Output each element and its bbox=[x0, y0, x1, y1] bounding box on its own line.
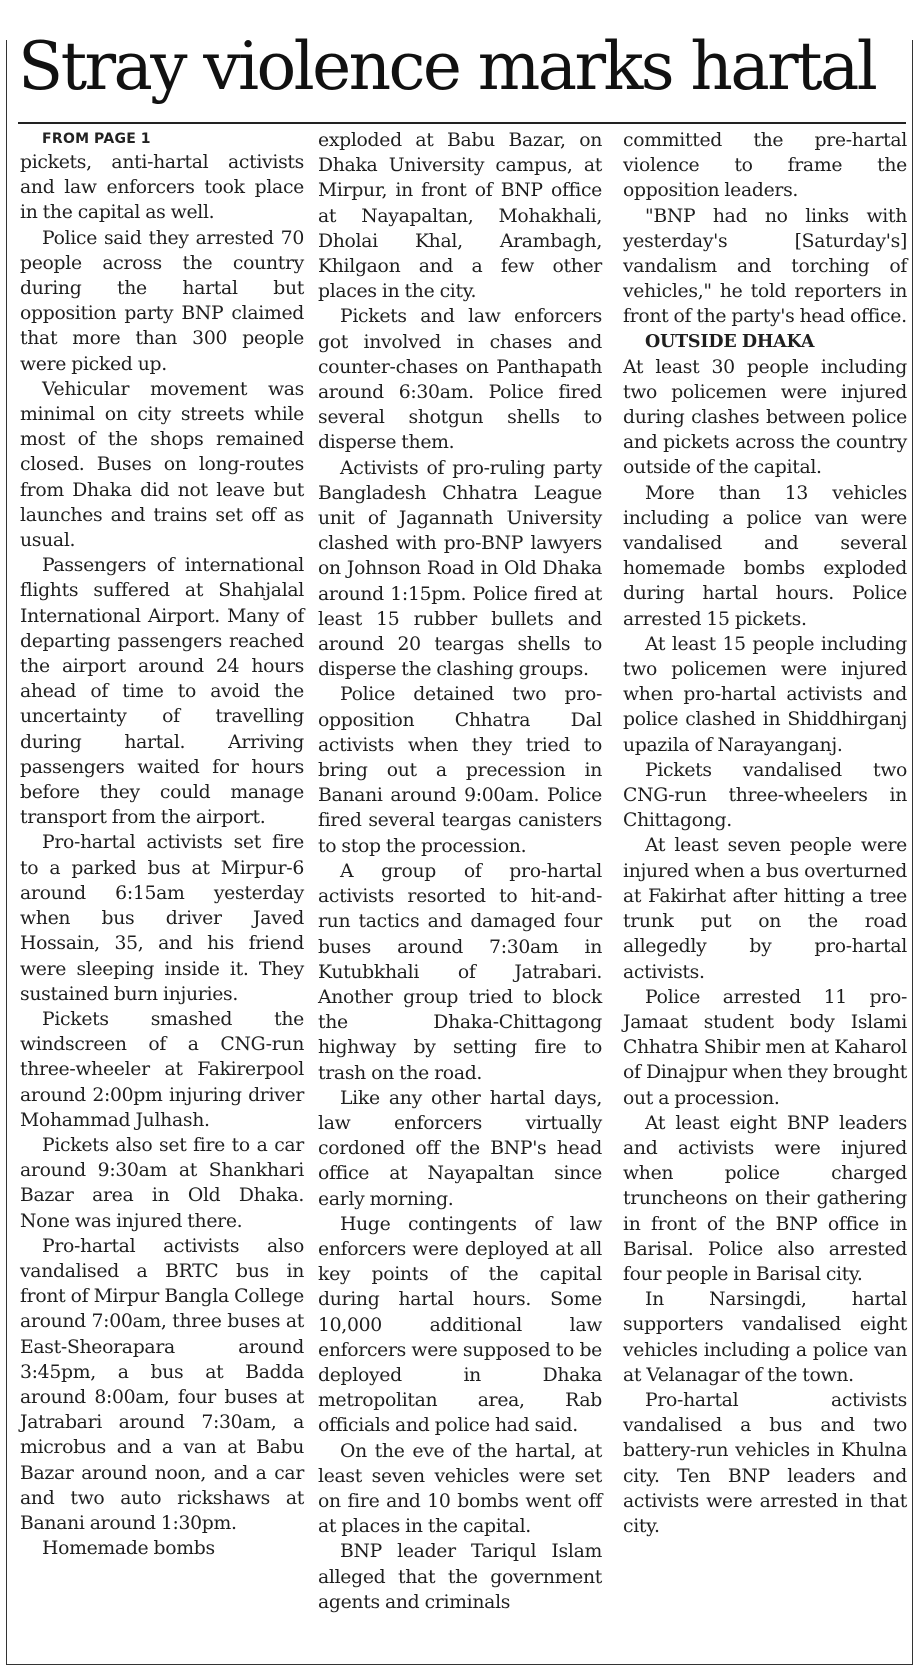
paragraph: Activists of pro-ruling party Bangladesh Chhatra League unit of Jagannath University clashed with pro-BNP lawyers on Johnson Road in Old Dhaka around 1:15pm. Police fired at least 15 rubber bullets and around 20 teargas shells to disperse the clashing groups. bbox=[318, 457, 602, 681]
right-border-rule bbox=[912, 40, 913, 1665]
paragraph: BNP leader Tariqul Islam alleged that the government agents and criminals bbox=[318, 1541, 602, 1613]
paragraph: "BNP had no links with yesterday's [Saturday's] vandalism and torching of vehicles," he told reporters in front of the party's head office. bbox=[623, 205, 907, 328]
paragraph: At least 30 people including two policemen were injured during clashes between police and pickets across the country outside of the capital. bbox=[623, 356, 907, 479]
paragraph: Pickets smashed the windscreen of a CNG-run three-wheeler at Fakirerpool around 2:00pm injuring driver Mohammad Julhash. bbox=[20, 1008, 304, 1131]
paragraph: Pickets also set fire to a car around 9:30am at Shankhari Bazar area in Old Dhaka. None was injured there. bbox=[20, 1134, 304, 1232]
article-column-2 bbox=[318, 128, 602, 1615]
paragraph: Like any other hartal days, law enforcers virtually cordoned off the BNP's head office at Nayapaltan since early morning. bbox=[318, 1087, 602, 1210]
paragraph: A group of pro-hartal activists resorted to hit-and-run tactics and damaged four buses around 7:30am in Kutubkhali of Jatrabari. Another group tried to block the Dhaka-Chittagong highway by setting fire to trash on the road. bbox=[318, 860, 602, 1084]
paragraph: Pro-hartal activists set fire to a parked bus at Mirpur-6 around 6:15am yesterday when bus driver Javed Hossain, 35, and his friend were sleeping inside it. They sustained burn injuries. bbox=[20, 832, 304, 1005]
paragraph: In Narsingdi, hartal supporters vandalised eight vehicles including a police van at Velanagar of the town. bbox=[623, 1289, 907, 1386]
headline-rule bbox=[18, 122, 906, 124]
paragraph: exploded at Babu Bazar, on Dhaka University campus, at Mirpur, in front of BNP office at Nayapaltan, Mohakhali, Dholai Khal, Arambagh, Khilgaon and a few other places in the city. bbox=[318, 130, 602, 303]
paragraph: Huge contingents of law enforcers were deployed at all key points of the capital during hartal hours. Some 10,000 additional law enforcers were supposed to be deployed in Dhaka metropolitan area, Rab officials and police had said. bbox=[318, 1213, 602, 1437]
paragraph: Passengers of international flights suffered at Shahjalal International Airport. Many of departing passengers reached the airport around 24 hours ahead of time to avoid the uncertainty of travelling during hartal. Arriving passengers waited for hours before they could manage transport from the airport. bbox=[20, 555, 304, 829]
paragraph: pickets, anti-hartal activists and law enforcers took place in the capital as well. bbox=[20, 152, 304, 224]
left-border-rule bbox=[6, 40, 7, 1665]
paragraph: At least eight BNP leaders and activists were injured when police charged truncheons on their gathering in front of the BNP office in Barisal. Police also arrested four people in Barisal city. bbox=[623, 1112, 907, 1285]
paragraph: Vehicular movement was minimal on city streets while most of the shops remained closed. Buses on long-routes from Dhaka did not leave but launches and trains set off as usual. bbox=[20, 378, 304, 552]
kicker-from-page-1: FROM PAGE 1 bbox=[42, 131, 151, 147]
paragraph: More than 13 vehicles including a police van were vandalised and several homemade bombs exploded during hartal hours. Police arrested 15 pickets. bbox=[623, 482, 907, 630]
article-column-1 bbox=[20, 128, 304, 1561]
subhead-outside-dhaka: OUTSIDE DHAKA bbox=[645, 331, 815, 352]
paragraph: At least seven people were injured when a bus overturned at Fakirhat after hitting a tree trunk put on the road allegedly by pro-hartal activists. bbox=[623, 835, 907, 983]
paragraph: Pickets vandalised two CNG-run three-wheelers in Chittagong. bbox=[623, 759, 907, 832]
paragraph: Police said they arrested 70 people across the country during the hartal but opposition party BNP claimed that more than 300 people were picked up. bbox=[20, 227, 304, 375]
paragraph: Police detained two pro-opposition Chhatra Dal activists when they tried to bring out a precession in Banani around 9:00am. Police fired several teargas canisters to stop the procession. bbox=[318, 684, 602, 857]
paragraph: Pro-hartal activists also vandalised a BRTC bus in front of Mirpur Bangla College around 7:00am, three buses at East-Sheorapara around 3:45pm, a bus at Badda around 8:00am, four buses at Jatrabari around 7:30am, a microbus and a van at Babu Bazar around noon, and a car and two auto rickshaws at Banani around 1:30pm. bbox=[20, 1235, 304, 1534]
paragraph: Police arrested 11 pro-Jamaat student body Islami Chhatra Shibir men at Kaharol of Dinajpur when they brought out a procession. bbox=[623, 986, 907, 1109]
paragraph: committed the pre-hartal violence to frame the opposition leaders. bbox=[623, 130, 907, 202]
article-column-3 bbox=[623, 128, 907, 1539]
bottom-border-rule bbox=[6, 1664, 912, 1665]
paragraph: Pickets and law enforcers got involved in chases and counter-chases on Panthapath around 6:30am. Police fired several shotgun shells to disperse them. bbox=[318, 306, 602, 454]
paragraph: On the eve of the hartal, at least seven vehicles were set on fire and 10 bombs went off at places in the capital. bbox=[318, 1440, 602, 1538]
headline: Stray violence marks hartal bbox=[18, 28, 876, 105]
paragraph: Homemade bombs bbox=[42, 1538, 215, 1560]
paragraph: At least 15 people including two policemen were injured when pro-hartal activists and police clashed in Shiddhirganj upazila of Narayanganj. bbox=[623, 633, 907, 756]
paragraph: Pro-hartal activists vandalised a bus and two battery-run vehicles in Khulna city. Ten BNP leaders and activists were arrested in that city. bbox=[623, 1389, 907, 1537]
